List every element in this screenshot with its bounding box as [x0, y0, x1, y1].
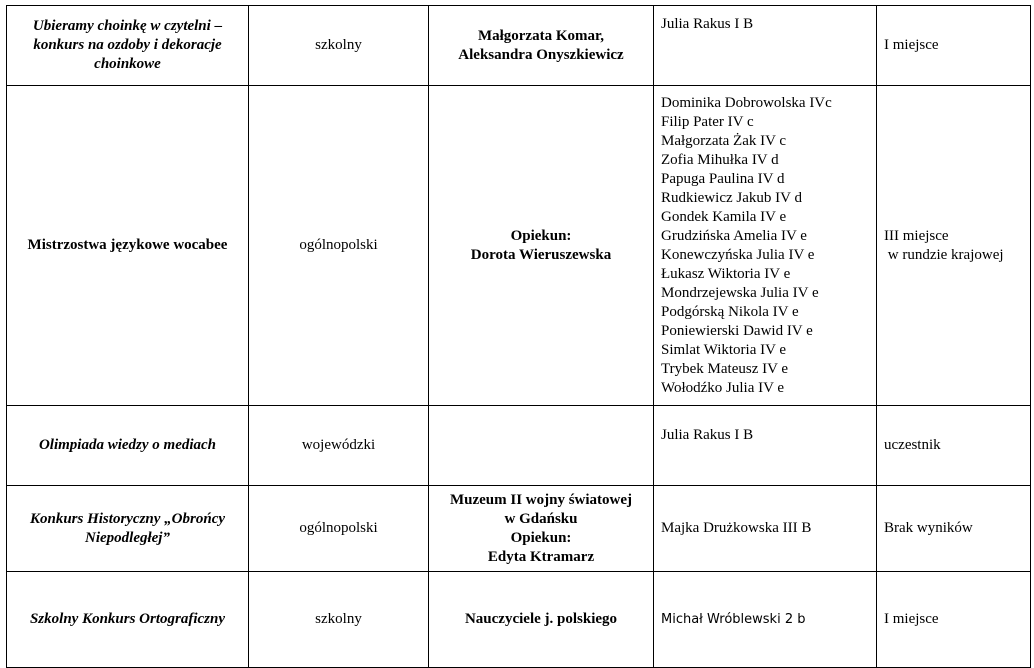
student-line: Wołodźko Julia IV e [661, 379, 785, 396]
table-row [7, 406, 1031, 486]
result-line: I miejsce [884, 611, 939, 627]
competition-name-line: Olimpiada wiedzy o mediach [38, 437, 217, 453]
student-line: Trybek Mateusz IV e [661, 360, 789, 377]
level-cell: szkolny [249, 572, 429, 668]
students-cell [654, 486, 877, 572]
table-row [7, 6, 1031, 86]
teacher-line: Opiekun: [510, 529, 572, 546]
level-cell: wojewódzki [249, 406, 429, 486]
student-line: Michał Wróblewski 2 b [661, 612, 806, 627]
student-line: Podgórską Nikola IV e [661, 303, 799, 320]
level-cell: szkolny [249, 6, 429, 86]
result-line: Brak wyników [884, 520, 973, 536]
student-line: Zofia Mihułka IV d [661, 151, 779, 168]
student-line: Julia Rakus I B [661, 427, 754, 443]
teacher-cell [429, 86, 654, 406]
level-cell: ogólnopolski [249, 86, 429, 406]
teacher-cell [429, 486, 654, 572]
table-row [7, 572, 1031, 668]
teacher-line: Małgorzata Komar, [477, 27, 605, 44]
student-line: Gondek Kamila IV e [661, 208, 787, 225]
competition-name-cell [7, 86, 249, 406]
student-line: Poniewierski Dawid IV e [661, 322, 813, 339]
competition-name-line: choinkowe [94, 56, 161, 72]
student-line: Julia Rakus I B [661, 16, 754, 32]
result-line: w rundzie krajowej [884, 246, 1004, 263]
student-line: Majka Drużkowska III B [661, 520, 812, 536]
students-cell [654, 572, 877, 668]
teacher-line: Nauczyciele j. polskiego [464, 611, 618, 627]
result-line: uczestnik [884, 437, 941, 453]
student-line: Filip Pater IV c [661, 113, 754, 130]
teacher-line: Muzeum II wojny światowej [449, 491, 633, 508]
table-row [7, 486, 1031, 572]
level-cell: ogólnopolski [249, 486, 429, 572]
result-cell [877, 486, 1031, 572]
teacher-line: Edyta Ktramarz [487, 548, 595, 565]
teacher-line: Aleksandra Onyszkiewicz [458, 46, 624, 63]
result-cell [877, 572, 1031, 668]
student-line: Simlat Wiktoria IV e [661, 341, 787, 358]
competition-name-cell [7, 572, 249, 668]
student-line: Mondrzejewska Julia IV e [661, 284, 819, 301]
students-cell [654, 406, 877, 486]
result-cell [877, 6, 1031, 86]
result-line: I miejsce [884, 37, 939, 53]
competition-name-line: konkurs na ozdoby i dekoracje [33, 37, 222, 53]
table-row [7, 86, 1031, 406]
result-cell [877, 86, 1031, 406]
students-cell [654, 86, 877, 406]
student-line: Dominika Dobrowolska IVc [661, 94, 832, 111]
student-line: Papuga Paulina IV d [661, 170, 785, 187]
competition-table [6, 5, 1031, 668]
competition-name-line: Ubieramy choinkę w czytelni – [32, 18, 223, 34]
student-line: Rudkiewicz Jakub IV d [661, 189, 802, 206]
student-line: Małgorzata Żak IV c [661, 132, 787, 149]
competition-name-cell [7, 406, 249, 486]
competition-name-cell [7, 6, 249, 86]
teacher-line: Dorota Wieruszewska [470, 246, 612, 263]
competition-name-line: Mistrzostwa językowe wocabee [27, 237, 228, 253]
result-cell [877, 406, 1031, 486]
competition-name-line: Konkurs Historyczny „Obrońcy [29, 510, 226, 527]
teacher-line: w Gdańsku [504, 510, 578, 527]
student-line: Łukasz Wiktoria IV e [661, 265, 791, 282]
competition-name-cell [7, 486, 249, 572]
competition-name-line: Szkolny Konkurs Ortograficzny [29, 611, 226, 627]
student-line: Grudzińska Amelia IV e [661, 227, 807, 244]
students-cell [654, 6, 877, 86]
teacher-cell [429, 406, 654, 486]
teacher-cell [429, 572, 654, 668]
teacher-line: Opiekun: [510, 227, 572, 244]
student-line: Konewczyńska Julia IV e [661, 246, 815, 263]
competition-name-line: Niepodległej” [85, 529, 170, 546]
teacher-cell [429, 6, 654, 86]
result-line: III miejsce [884, 227, 949, 244]
